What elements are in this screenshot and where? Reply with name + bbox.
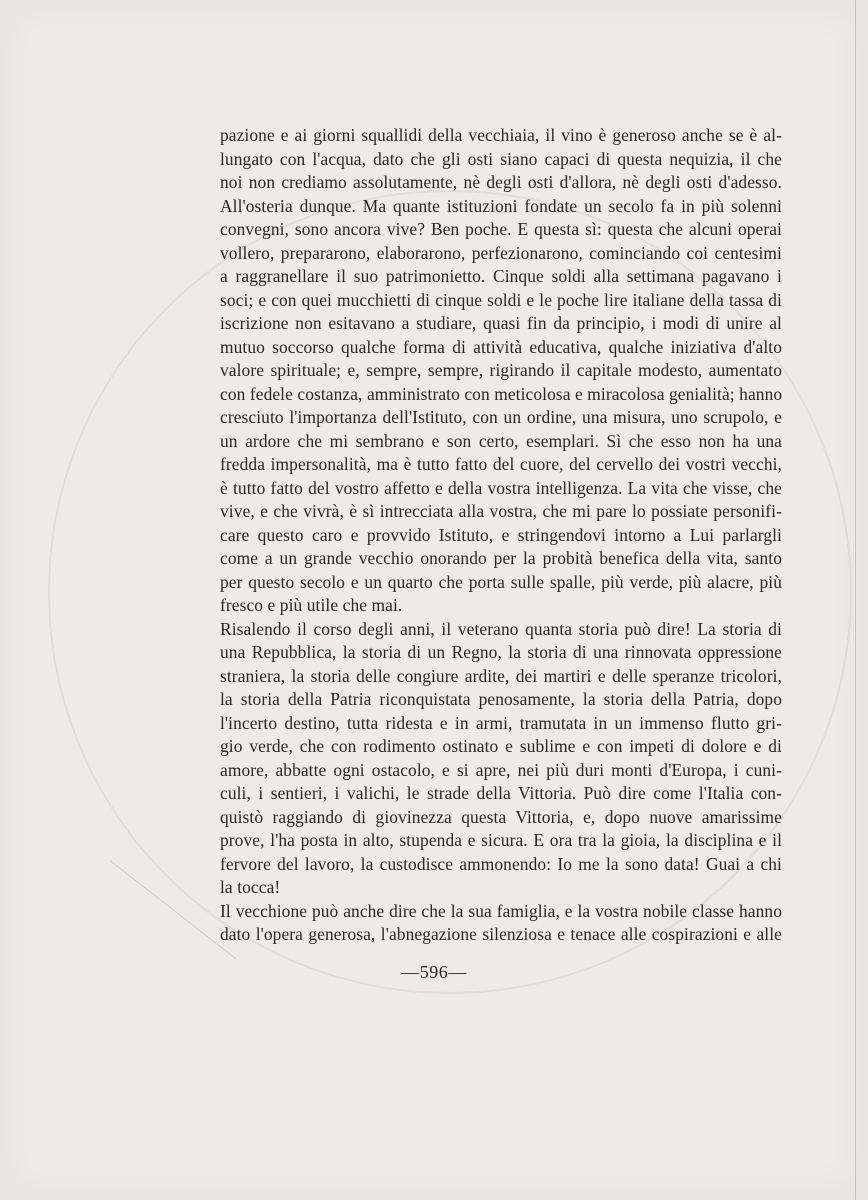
text-line: la storia della Patria riconquistata penosamente, la storia della Patria, dopo xyxy=(220,689,782,709)
text-line: cresciuto l'importanza dell'Istituto, con un ordine, una misura, uno scrupolo, e xyxy=(220,407,782,427)
text-line: valore spirituale; e, sempre, sempre, rigirando il capitale modesto, aumentato xyxy=(220,360,782,380)
text-line: All'osteria dunque. Ma quante istituzioni fondate un secolo fa in più solenni xyxy=(220,195,782,216)
page-number: —596— xyxy=(401,962,467,982)
body-text xyxy=(220,124,782,947)
text-line: Risalendo il corso degli anni, il veterano quanta storia può dire! La storia di xyxy=(220,618,782,639)
text-line: la tocca! xyxy=(220,877,281,897)
text-line: Il vecchione può anche dire che la sua famiglia, e la vostra nobile classe hanno xyxy=(220,900,782,921)
text-line: convegni, sono ancora vive? Ben poche. E questa sì: questa che alcuni operai xyxy=(220,219,782,239)
text-line: a raggranellare il suo patrimonietto. Cinque soldi alla settimana pagavano i xyxy=(220,266,782,286)
text-line: amore, abbatte ogni ostacolo, e si apre, nei più duri monti d'Europa, i cuni- xyxy=(220,759,782,780)
text-line: care questo caro e provvido Istituto, e stringendovi intorno a Lui parlargli xyxy=(220,524,782,545)
text-line: lungato con l'acqua, dato che gli osti siano capaci di questa nequizia, il che xyxy=(220,148,782,169)
text-line: prove, l'ha posta in alto, stupenda e sicura. E ora tra la gioia, la disciplina e il xyxy=(220,830,782,850)
text-line: culi, i sentieri, i valichi, le strade della Vittoria. Può dire come l'Italia con- xyxy=(220,783,782,803)
text-line: quistò raggiando di giovinezza questa Vittoria, e, dopo nuove amarissime xyxy=(220,806,782,827)
text-line: pazione e ai giorni squallidi della vecchiaia, il vino è generoso anche se è al- xyxy=(220,125,782,145)
text-line: è tutto fatto del vostro affetto e della vostra intelligenza. La vita che visse, che xyxy=(220,477,782,498)
watermark-line xyxy=(110,860,237,959)
text-line: fresco e più utile che mai. xyxy=(220,595,403,615)
text-line: un ardore che mi sembrano e son certo, esemplari. Sì che esso non ha una xyxy=(220,430,782,451)
text-line: fredda impersonalità, ma è tutto fatto del cuore, del cervello dei vostri vecchi, xyxy=(220,454,782,474)
text-line: gio verde, che con rodimento ostinato e sublime e con impeti di dolore e di xyxy=(220,736,782,756)
text-line: come a un grande vecchio onorando per la probità benefica della vita, santo xyxy=(220,548,782,568)
text-line: vive, e che vivrà, è sì intrecciata alla vostra, che mi pare lo possiate personifi- xyxy=(220,501,782,521)
text-line: dato l'opera generosa, l'abnegazione silenziosa e tenace alle cospirazioni e alle xyxy=(220,924,782,944)
text-line: noi non crediamo assolutamente, nè degli osti d'allora, nè degli osti d'adesso. xyxy=(220,172,782,192)
text-line: vollero, prepararono, elaborarono, perfezionarono, cominciando coi centesimi xyxy=(220,242,782,263)
text-line: soci; e con quei mucchietti di cinque soldi e le poche lire italiane della tassa di xyxy=(220,289,782,310)
page-edge-line xyxy=(855,0,856,1200)
text-line: una Repubblica, la storia di un Regno, la storia di una rinnovata oppressione xyxy=(220,642,782,662)
text-line: per questo secolo e un quarto che porta sulle spalle, più verde, più alacre, più xyxy=(220,571,782,592)
text-line: straniera, la storia delle congiure ardite, dei martiri e delle speranze tricolori, xyxy=(220,665,782,686)
text-line: l'incerto destino, tutta ridesta e in armi, tramutata in un immenso flutto gri- xyxy=(220,712,782,733)
text-line: iscrizione non esitavano a studiare, quasi fin da principio, i modi di unire al xyxy=(220,313,782,333)
text-line: con fedele costanza, amministrato con meticolosa e miracolosa genialità; hanno xyxy=(220,383,783,404)
text-line: mutuo soccorso qualche forma di attività educativa, qualche iniziativa d'alto xyxy=(220,336,782,357)
text-line: fervore del lavoro, la custodisce ammonendo: Io me la sono data! Guai a chi xyxy=(220,853,782,874)
